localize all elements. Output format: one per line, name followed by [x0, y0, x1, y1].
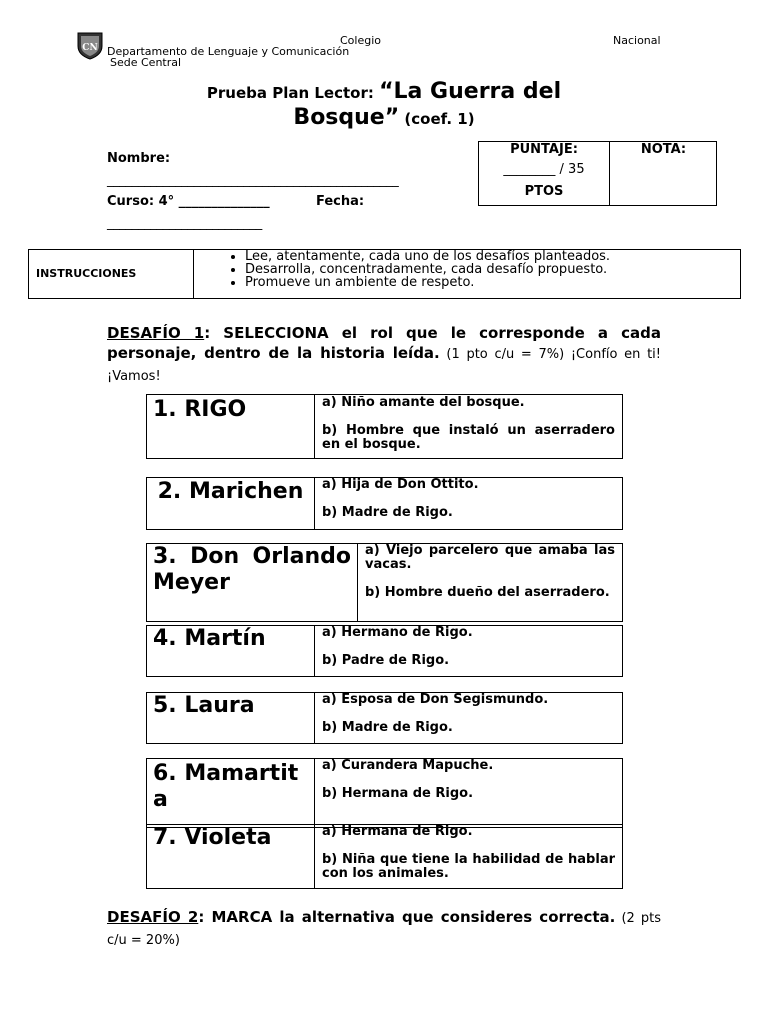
school-logo	[75, 30, 105, 60]
instruction-item: • Promueve un ambiente de respeto.	[245, 276, 610, 289]
option-a[interactable]: a) Curandera Mapuche.	[322, 758, 494, 773]
challenge1-intro: DESAFÍO 1: SELECCIONA el rol que le corresponde a cada personaje, dentro de la historia leída. (1 pto c/u = 7%) ¡Confío en ti! ¡Vamos!	[107, 324, 661, 384]
character-name: 5. Laura	[147, 693, 315, 743]
character-name: 2. Marichen	[147, 478, 315, 529]
option-a[interactable]: a) Niño amante del bosque.	[322, 395, 525, 410]
instructions-label: INSTRUCCIONES	[36, 267, 137, 280]
nota-label: NOTA:	[640, 142, 687, 157]
instruction-item: • Desarrolla, concentradamente, cada desafío propuesto.	[245, 263, 610, 276]
instructions-list	[193, 250, 610, 289]
puntaje-label: PUNTAJE:	[510, 142, 578, 157]
character-row	[146, 692, 623, 744]
option-a[interactable]: a) Hermana de Rigo.	[322, 824, 473, 839]
option-a[interactable]: a) Hermano de Rigo.	[322, 625, 473, 640]
score-box	[478, 141, 717, 206]
department: Departamento de Lenguaje y Comunicación	[107, 45, 350, 58]
option-b[interactable]: b) Hombre dueño del aserradero.	[365, 585, 610, 600]
course-field[interactable]: Curso: 4° ______________	[107, 194, 270, 209]
option-b[interactable]: b) Padre de Rigo.	[322, 653, 450, 668]
school-name-word1: Colegio	[340, 34, 382, 47]
character-name: 7. Violeta	[147, 825, 315, 888]
shield-icon	[75, 30, 105, 60]
character-name: 6. Mamartita	[147, 759, 315, 827]
option-b[interactable]: b) Hermana de Rigo.	[322, 786, 474, 801]
instruction-item: • Lee, atentamente, cada uno de los desafíos planteados.	[245, 250, 610, 263]
option-b[interactable]: b) Niña que tiene la habilidad de hablar con los animales.	[322, 852, 615, 881]
option-b[interactable]: b) Hombre que instaló un aserradero en el bosque.	[322, 423, 615, 452]
character-row	[146, 824, 623, 889]
instructions-table	[28, 249, 741, 299]
option-a[interactable]: a) Viejo parcelero que amaba las vacas.	[365, 543, 615, 572]
date-field[interactable]: _________________________	[107, 216, 263, 231]
character-row	[146, 477, 623, 530]
svg-text:CN: CN	[82, 43, 98, 53]
character-row	[146, 758, 623, 828]
puntaje-value[interactable]: ________ / 35	[503, 162, 585, 177]
page-title: Prueba Plan Lector: “La Guerra del	[206, 79, 562, 104]
ptos-label: PTOS	[524, 184, 564, 199]
name-field[interactable]: _______________________________________________	[107, 173, 399, 188]
page-title-line2: Bosque” (coef. 1)	[293, 105, 475, 130]
character-row	[146, 625, 623, 677]
character-name: 3. Don Orlando Meyer	[147, 544, 358, 621]
name-label: Nombre:	[107, 151, 171, 166]
character-name: 4. Martín	[147, 626, 315, 676]
option-b[interactable]: b) Madre de Rigo.	[322, 720, 453, 735]
option-a[interactable]: a) Esposa de Don Segismundo.	[322, 692, 549, 707]
option-a[interactable]: a) Hija de Don Ottito.	[322, 477, 479, 492]
school-name-word2: Nacional	[613, 34, 661, 47]
challenge2-intro: DESAFÍO 2: MARCA la alternativa que consideres correcta. (2 pts c/u = 20%)	[107, 908, 661, 948]
character-row	[146, 543, 623, 622]
character-row	[146, 394, 623, 459]
campus: Sede Central	[110, 56, 182, 69]
character-name: 1. RIGO	[147, 395, 315, 458]
option-b[interactable]: b) Madre de Rigo.	[322, 505, 453, 520]
date-label: Fecha:	[316, 194, 365, 209]
